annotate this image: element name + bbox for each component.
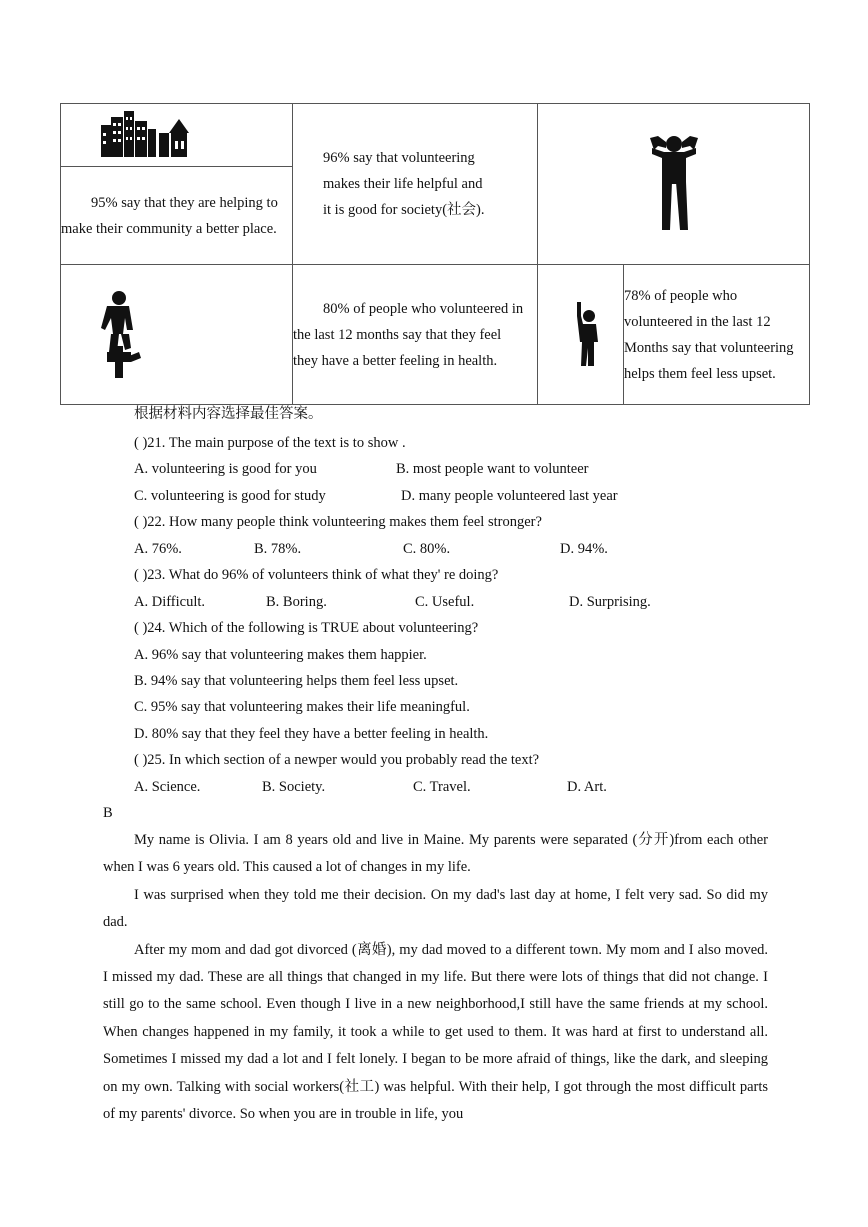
cell-78-line-4: helps them feel less upset. [624, 365, 776, 382]
hand-raise-icon-cell [538, 265, 624, 405]
question-21: ( )21. The main purpose of the text is to show . [134, 435, 406, 451]
cell-78-line-2: volunteered in the last 12 [624, 313, 771, 330]
q23-option-a[interactable]: A. Difficult. [134, 594, 206, 610]
instruction: 根据材料内容选择最佳答案。 [134, 406, 323, 422]
q23-option-b[interactable]: B. Boring. [266, 594, 327, 610]
cell-96-line-1: 96% say that volunteering [323, 150, 475, 166]
cell-80-line-2: the last 12 months say that they feel [293, 326, 502, 343]
q24-option-d[interactable]: D. 80% say that they feel they have a better feeling in health. [134, 726, 489, 742]
passage-b-paragraph-1: My name is Olivia. I am 8 years old and live in Maine. My parents were separated (分开)from each other when I was 6 years old. This caused a lot of changes in my life. [103, 832, 768, 876]
cell-80-percent [293, 265, 538, 405]
cell-78-line-3: Months say that volunteering [624, 339, 794, 356]
q21-option-a[interactable]: A. volunteering is good for you [134, 461, 317, 477]
cell-96-percent [293, 104, 538, 265]
cell-95-line-1: 95% say that they are helping to [91, 194, 278, 211]
q21-option-b[interactable]: B. most people want to volunteer [396, 461, 589, 477]
statistics-table [60, 103, 810, 405]
q24-option-b[interactable]: B. 94% say that volunteering helps them feel less upset. [134, 673, 459, 689]
q24-option-a[interactable]: A. 96% say that volunteering makes them happier. [134, 647, 427, 663]
section-b-heading: B [103, 805, 113, 821]
passage-b-paragraph-2: I was surprised when they told me their decision. On my dad's last day at home, I felt very sad. So did my dad. [103, 886, 768, 931]
person-icon-cell [538, 104, 810, 265]
q24-option-c[interactable]: C. 95% say that volunteering makes their life meaningful. [134, 699, 470, 715]
q25-option-b[interactable]: B. Society. [262, 779, 326, 795]
person-climbing-icon [99, 290, 143, 380]
buildings-icon [99, 111, 191, 159]
cell-80-line-1: 80% of people who volunteered in [323, 300, 524, 317]
question-23: ( )23. What do 96% of volunteers think of what they' re doing? [134, 567, 499, 583]
person-raising-hand-icon [576, 302, 600, 368]
q25-option-d[interactable]: D. Art. [567, 779, 607, 795]
buildings-icon-cell [61, 104, 293, 167]
q22-option-a[interactable]: A. 76%. [134, 541, 182, 557]
passage-b [103, 827, 768, 1128]
q23-option-d[interactable]: D. Surprising. [569, 594, 651, 610]
q22-option-b[interactable]: B. 78%. [254, 541, 302, 557]
question-24: ( )24. Which of the following is TRUE about volunteering? [134, 620, 479, 636]
passage-b-paragraph-3: After my mom and dad got divorced (离婚), my dad moved to a different town. My mom and I also moved. I missed my dad. These are all things that changed in my life. But there were lots of things that did not change. I still go to the same school. Even though I live in a new neighborhood,I still have the same friends at my school. When changes happened in my family, it took a while to get used to them. It was hard at first to understand all. Sometimes I missed my dad a lot and I felt lonely. I began to be more afraid of things, like the dark, and sleeping on my own. Talking with social workers(社工) was helpful. With their help, I got through the most difficult parts of my parents' divorce. So when you are in trouble in life, you [103, 941, 768, 1123]
cell-78-percent [624, 265, 810, 405]
q25-option-c[interactable]: C. Travel. [413, 779, 471, 795]
cell-95-percent [61, 167, 293, 265]
cell-95-line-2: make their community a better place. [61, 220, 277, 237]
question-22: ( )22. How many people think volunteering makes them feel stronger? [134, 514, 542, 530]
q21-option-d[interactable]: D. many people volunteered last year [401, 488, 618, 504]
q22-option-d[interactable]: D. 94%. [560, 541, 608, 557]
q23-option-c[interactable]: C. Useful. [415, 594, 475, 610]
question-25: ( )25. In which section of a newper would you probably read the text? [134, 752, 540, 768]
cell-96-line-3: it is good for society(社会). [323, 202, 485, 218]
climber-icon-cell [61, 265, 293, 405]
q21-option-c[interactable]: C. volunteering is good for study [134, 488, 326, 504]
cell-78-line-1: 78% of people who [624, 287, 738, 304]
person-hands-on-head-icon [644, 134, 704, 234]
q25-option-a[interactable]: A. Science. [134, 779, 201, 795]
cell-96-line-2: makes their life helpful and [323, 176, 483, 192]
cell-80-line-3: they have a better feeling in health. [293, 352, 498, 369]
q22-option-c[interactable]: C. 80%. [403, 541, 451, 557]
